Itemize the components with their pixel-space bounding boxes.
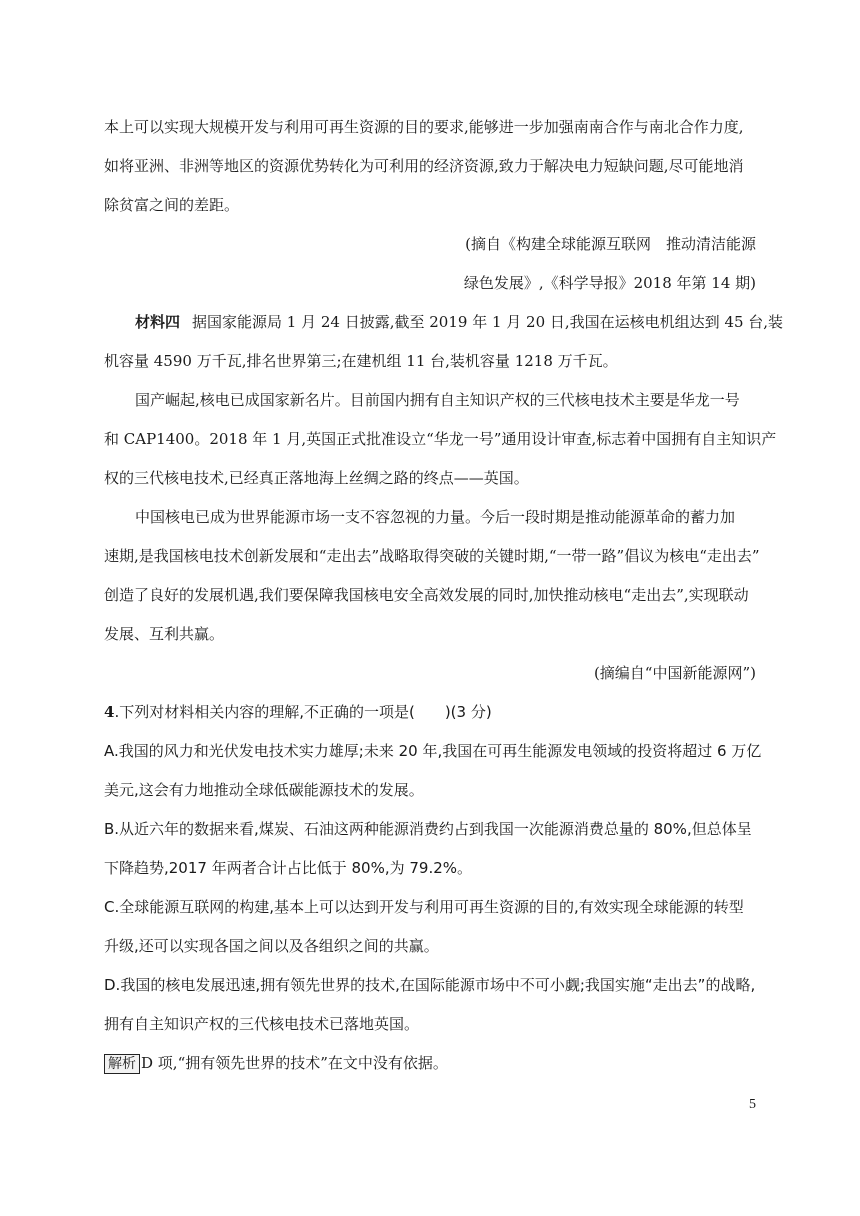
material4-p1-line-1 — [135, 312, 784, 332]
material4-p2-line-3: 权的三代核电技术,已经真正落地海上丝绸之路的终点——英国。 — [104, 469, 529, 487]
option-a-line-1: A.我国的风力和光伏发电技术实力雄厚;未来 20 年,我国在可再生能源发电领域的投资将超过 6 万亿 — [104, 742, 762, 760]
material4-p3-line-1: 中国核电已成为世界能源市场一支不容忽视的力量。今后一段时期是推动能源革命的蓄力加 — [135, 508, 736, 526]
option-c-line-2: 升级,还可以实现各国之间以及各组织之间的共赢。 — [104, 937, 439, 955]
material4-p3-line-3: 创造了良好的发展机遇,我们要保障我国核电安全高效发展的同时,加快推动核电“走出去”,实现联动 — [104, 586, 749, 604]
material4-label: 材料四 — [135, 313, 181, 331]
material4-p1-text-1: 据国家能源局 1 月 24 日披露,截至 2019 年 1 月 20 日,我国在运核电机组达到 45 台,装 — [192, 313, 784, 331]
material4-p3-line-2: 速期,是我国核电技术创新发展和“走出去”战略取得突破的关键时期,“一带一路”倡议为核电“走出去” — [104, 547, 760, 565]
option-a-line-2: 美元,这会有力地推动全球低碳能源技术的发展。 — [104, 781, 424, 799]
material4-p1-line-2: 机容量 4590 万千瓦,排名世界第三;在建机组 11 台,装机容量 1218 万千瓦。 — [104, 352, 618, 370]
option-b-line-1: B.从近六年的数据来看,煤炭、石油这两种能源消费约占到我国一次能源消费总量的 80%,但总体呈 — [104, 820, 752, 838]
material4-source: (摘编自“中国新能源网”) — [593, 664, 756, 682]
material3-line-2: 如将亚洲、非洲等地区的资源优势转化为可利用的经济资源,致力于解决电力短缺问题,尽可能地消 — [104, 157, 744, 175]
option-b-line-2: 下降趋势,2017 年两者合计占比低于 80%,为 79.2%。 — [104, 859, 473, 877]
question-stem-text: .下列对材料相关内容的理解,不正确的一项是( )(3 分) — [114, 703, 492, 721]
analysis — [104, 1053, 764, 1074]
analysis-text: D 项,“拥有领先世界的技术”在文中没有依据。 — [141, 1054, 448, 1072]
analysis-label: 解析 — [104, 1054, 140, 1074]
question-number: 4 — [104, 703, 115, 721]
material3-source-2: 绿色发展》,《科学导报》2018 年第 14 期) — [463, 274, 756, 292]
material4-p2-line-2: 和 CAP1400。2018 年 1 月,英国正式批准设立“华龙一号”通用设计审查,标志着中国拥有自主知识产 — [104, 430, 777, 448]
option-d-line-1: D.我国的核电发展迅速,拥有领先世界的技术,在国际能源市场中不可小觑;我国实施“走出去”的战略, — [104, 976, 756, 994]
material4-p2-line-1: 国产崛起,核电已成国家新名片。目前国内拥有自主知识产权的三代核电技术主要是华龙一号 — [135, 391, 740, 409]
material4-p3-line-4: 发展、互利共赢。 — [104, 625, 225, 643]
material3-source-1: (摘自《构建全球能源互联网 推动清洁能源 — [465, 235, 756, 253]
material3-line-1: 本上可以实现大规模开发与利用可再生资源的目的要求,能够进一步加强南南合作与南北合作力度, — [104, 118, 744, 136]
option-d-line-2: 拥有自主知识产权的三代核电技术已落地英国。 — [104, 1015, 420, 1033]
option-c-line-1: C.全球能源互联网的构建,基本上可以达到开发与利用可再生资源的目的,有效实现全球能源的转型 — [104, 898, 744, 916]
material3-line-3: 除贫富之间的差距。 — [104, 196, 240, 214]
question-stem — [104, 702, 764, 722]
page-number: 5 — [749, 1097, 756, 1112]
